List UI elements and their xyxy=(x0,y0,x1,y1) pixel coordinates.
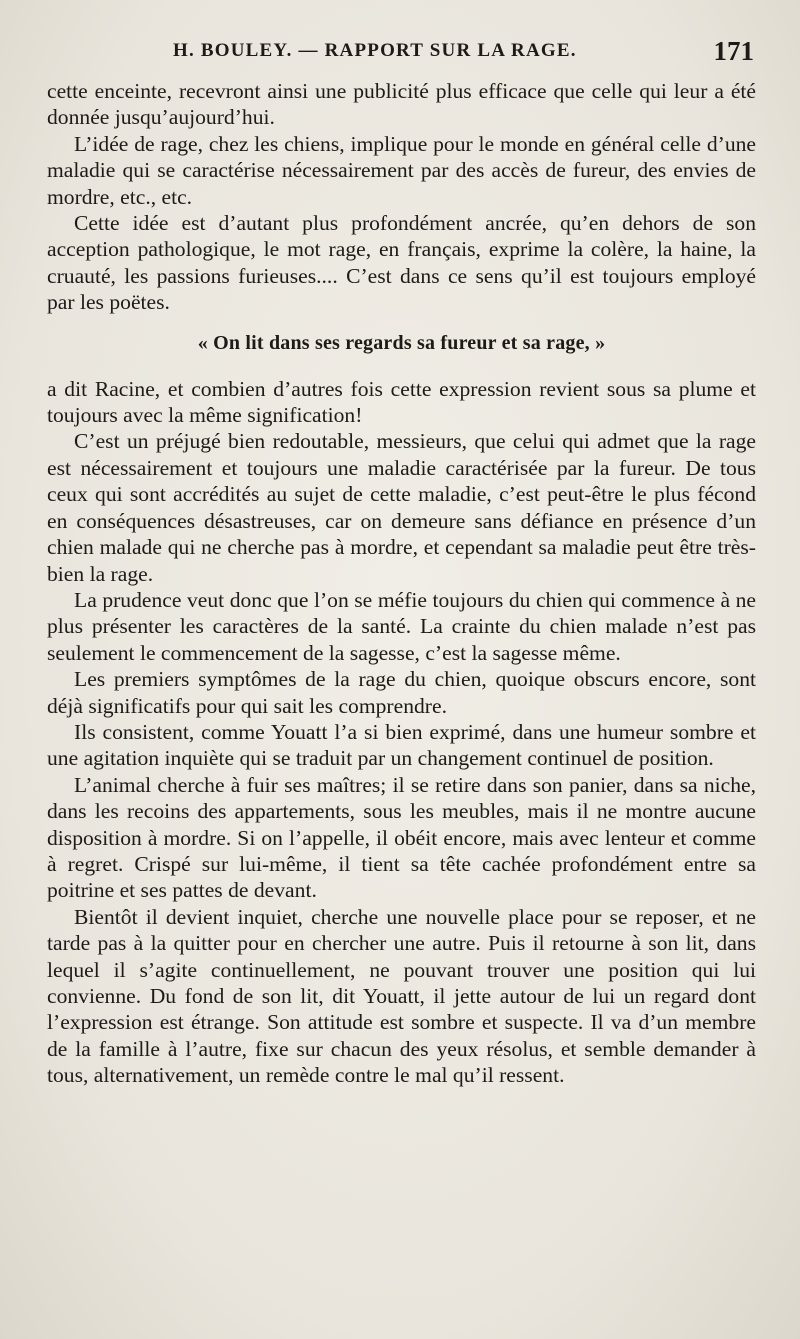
paragraph-7: Les premiers symptômes de la rage du chien, quoique obscurs encore, sont déjà significatifs pour qui sait les comprendre. xyxy=(47,667,756,718)
page-number: 171 xyxy=(713,36,754,66)
paragraph-8: Ils consistent, comme Youatt l’a si bien exprimé, dans une humeur sombre et une agitation inquiète qui se traduit par un changement continuel de position. xyxy=(47,719,756,771)
paragraph-3: Cette idée est d’autant plus profondément ancrée, qu’en dehors de son acception pathologique, le mot rage, en français, exprime la colère, la haine, la cruauté, les passions furieuses.... C’est dans ce sens qu’il est toujours employé par les poëtes. xyxy=(47,211,756,315)
paragraph-6: La prudence veut donc que l’on se méfie toujours du chien qui commence à ne plus présenter les caractères de la santé. La crainte du chien malade n’est pas seulement le commencement de la sagesse, c’est la sagesse même. xyxy=(47,587,756,665)
paragraph-9: L’animal cherche à fuir ses maîtres; il se retire dans son panier, dans sa niche, dans les recoins des appartements, sous les meubles, mais il ne montre aucune disposition à mordre. Si on l’appelle, il obéit encore, mais avec lenteur et comme à regret. Crispé sur lui-même, il tient sa tête cachée profondément entre sa poitrine et ses pattes de devant. xyxy=(47,772,756,903)
body-text xyxy=(47,78,756,1089)
page-header xyxy=(48,36,758,76)
racine-quote: « On lit dans ses regards sa fureur et sa rage, » xyxy=(197,331,606,354)
paragraph-10: Bientôt il devient inquiet, cherche une nouvelle place pour se reposer, et ne tarde pas à la quitter pour en chercher une autre. Puis il retourne à son lit, dans lequel il s’agite continuellement, ne pouvant trouver une position qui lui convienne. Du fond de son lit, dit Youatt, il jette autour de lui un regard dont l’expression est étrange. Son attitude est sombre et suspecte. Il va d’un membre de la famille à l’autre, fixe sur chacun des yeux résolus, et semble demander à tous, alternativement, un remède contre le mal qu’il ressent. xyxy=(47,904,756,1088)
paragraph-5: C’est un préjugé bien redoutable, messieurs, que celui qui admet que la rage est nécessairement et toujours une maladie caractérisée par la fureur. De tous ceux qui sont accrédités au sujet de cette maladie, c’est peut-être le plus fécond en conséquences désastreuses, car on demeure sans défiance en présence d’un chien malade qui ne cherche pas à mordre, et cependant sa maladie peut être très-bien la rage. xyxy=(47,429,756,586)
running-title: H. BOULEY. — RAPPORT SUR LA RAGE. xyxy=(173,40,577,61)
paragraph-2: L’idée de rage, chez les chiens, implique pour le monde en général celle d’une maladie qui se caractérise nécessairement par des accès de fureur, des envies de mordre, etc., etc. xyxy=(47,131,756,209)
paragraph-1: cette enceinte, recevront ainsi une publicité plus efficace que celle qui leur a été donnée jusqu’aujourd’hui. xyxy=(47,79,756,130)
paragraph-4: a dit Racine, et combien d’autres fois cette expression revient sous sa plume et toujours avec la même signification! xyxy=(47,376,756,428)
